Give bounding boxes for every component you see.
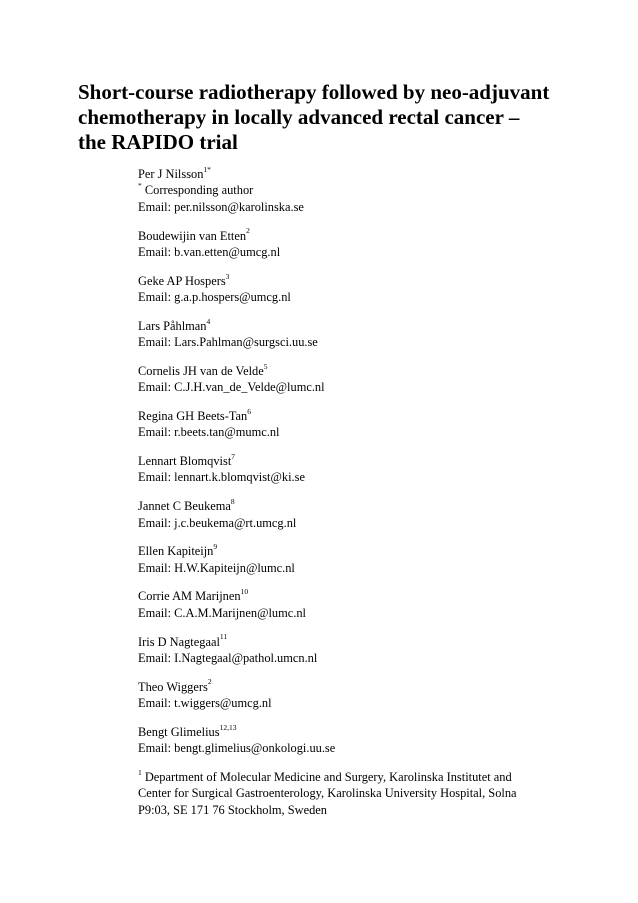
author-name: Corrie AM Marijnen — [138, 589, 241, 604]
author-affiliation-marker: 7 — [231, 451, 236, 461]
author-email: Email: j.c.beukema@rt.umcg.nl — [138, 515, 297, 530]
paper-title — [78, 80, 578, 155]
author-name-line — [138, 588, 598, 604]
author-email: Email: I.Nagtegaal@pathol.umcn.nl — [138, 650, 318, 665]
author-name: Ellen Kapiteijn — [138, 544, 214, 559]
author-affiliation-marker: 5 — [263, 361, 268, 371]
author-entry — [138, 724, 598, 757]
affiliation-line — [138, 769, 598, 785]
author-entry — [138, 543, 598, 576]
author-email: Email: b.van.etten@umcg.nl — [138, 244, 281, 259]
author-email: Email: lennart.k.blomqvist@ki.se — [138, 470, 305, 485]
author-name-line — [138, 724, 598, 740]
author-name: Iris D Nagtegaal — [138, 634, 220, 649]
author-name: Lennart Blomqvist — [138, 454, 232, 469]
author-name: Bengt Glimelius — [138, 724, 220, 739]
author-name-line — [138, 228, 598, 244]
corresponding-label: Corresponding author — [144, 183, 254, 198]
author-affiliation-marker: 4 — [206, 316, 211, 326]
author-name-line — [138, 679, 598, 695]
author-entry — [138, 318, 598, 351]
author-name-line — [138, 453, 598, 469]
author-entry — [138, 588, 598, 621]
author-name-line — [138, 273, 598, 289]
author-name: Regina GH Beets-Tan — [138, 408, 248, 423]
author-entry — [138, 453, 598, 486]
author-affiliation-marker: 3 — [225, 271, 230, 281]
author-entry — [138, 273, 598, 306]
author-email: Email: C.J.H.van_de_Velde@lumc.nl — [138, 380, 325, 395]
author-email: Email: H.W.Kapiteijn@lumc.nl — [138, 560, 295, 575]
affiliation-number: 1 — [138, 767, 142, 777]
author-affiliation-marker: 11 — [219, 632, 228, 642]
affiliation-line: Center for Surgical Gastroenterology, Karolinska University Hospital, Solna — [138, 786, 517, 801]
author-name: Cornelis JH van de Velde — [138, 363, 264, 378]
author-affiliation-marker: 8 — [230, 497, 235, 507]
author-name-line — [138, 408, 598, 424]
author-name: Per J Nilsson — [138, 167, 204, 181]
author-list — [138, 166, 598, 818]
author-email: Email: bengt.glimelius@onkologi.uu.se — [138, 741, 336, 756]
author-affiliation-marker: 2 — [207, 677, 212, 687]
author-entry — [138, 228, 598, 261]
author-entry — [138, 363, 598, 396]
author-name: Geke AP Hospers — [138, 273, 226, 288]
author-email: Email: t.wiggers@umcg.nl — [138, 696, 272, 711]
affiliation-text: Department of Molecular Medicine and Surgery, Karolinska Institutet and — [141, 769, 512, 784]
author-entry — [138, 166, 598, 215]
author-name: Boudewijin van Etten — [138, 228, 247, 243]
author-name-line — [138, 634, 598, 650]
corresponding-author-note — [138, 182, 598, 198]
author-affiliation-marker: 2 — [246, 226, 250, 236]
author-entry — [138, 498, 598, 531]
affiliation-line: P9:03, SE 171 76 Stockholm, Sweden — [138, 802, 327, 817]
author-name-line — [138, 543, 598, 559]
author-entry — [138, 634, 598, 667]
title-line: the RAPIDO trial — [78, 130, 238, 154]
author-email: Email: C.A.M.Marijnen@lumc.nl — [138, 605, 306, 620]
author-name: Jannet C Beukema — [138, 499, 231, 514]
author-affiliation-marker: 1* — [203, 164, 211, 174]
author-entry — [138, 408, 598, 441]
author-email: Email: r.beets.tan@mumc.nl — [138, 425, 280, 440]
author-name-line — [138, 318, 598, 334]
title-line: Short-course radiotherapy followed by neo-adjuvant — [78, 80, 550, 104]
author-name-line — [138, 363, 598, 379]
author-affiliation-marker: 10 — [240, 587, 249, 597]
author-name: Lars Påhlman — [138, 318, 207, 333]
title-line: chemotherapy in locally advanced rectal cancer – — [78, 105, 520, 129]
author-entry — [138, 679, 598, 712]
author-name-line — [138, 166, 598, 182]
author-affiliation-marker: 6 — [247, 406, 251, 416]
author-email: Email: g.a.p.hospers@umcg.nl — [138, 290, 291, 305]
author-name: Theo Wiggers — [138, 679, 208, 694]
corresponding-marker: * — [138, 181, 142, 191]
author-name-line — [138, 498, 598, 514]
affiliation-1 — [138, 769, 598, 818]
author-affiliation-marker: 9 — [213, 542, 218, 552]
author-affiliation-marker: 12,13 — [219, 722, 237, 732]
author-email: Email: Lars.Pahlman@surgsci.uu.se — [138, 335, 318, 350]
author-email: Email: per.nilsson@karolinska.se — [138, 199, 304, 214]
